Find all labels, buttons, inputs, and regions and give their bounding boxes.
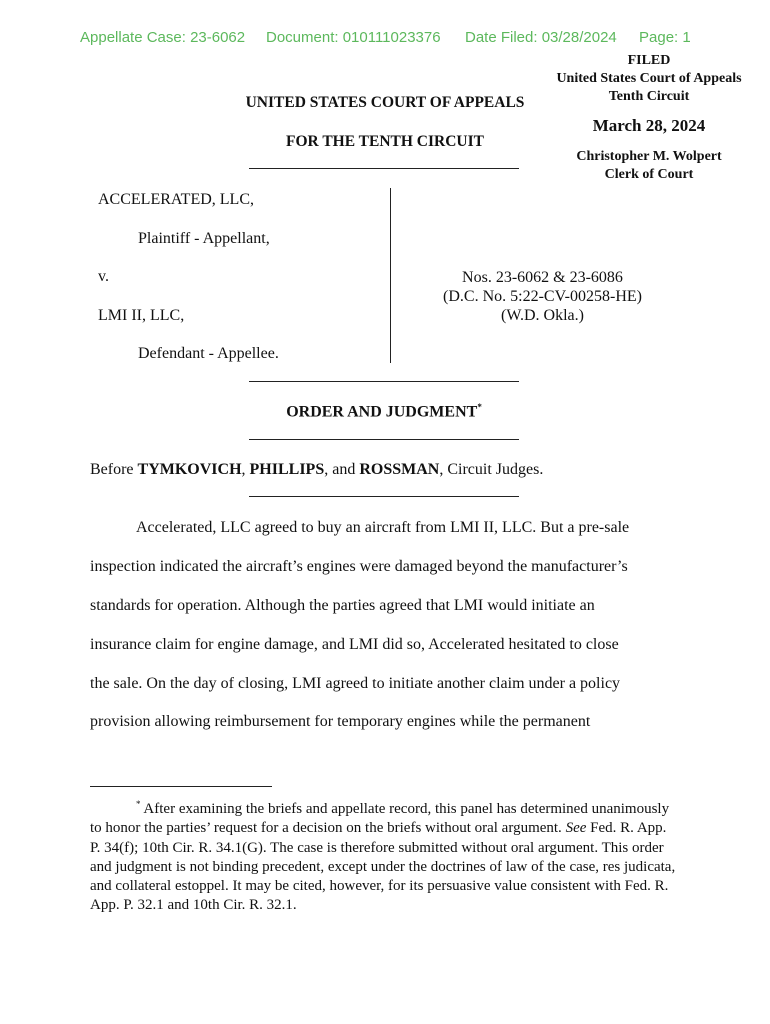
plaintiff-name: ACCELERATED, LLC,	[98, 191, 254, 208]
footnote-reference[interactable]: *	[477, 402, 482, 412]
filed-label: FILED	[627, 53, 671, 68]
panel-suffix: , Circuit Judges.	[439, 461, 544, 478]
filed-court-line1: United States Court of Appeals	[556, 71, 742, 86]
judge-name: TYMKOVICH	[137, 461, 242, 478]
divider	[249, 496, 519, 497]
body-line: provision allowing reimbursement for temporary engines while the permanent	[90, 713, 591, 730]
footnote	[90, 795, 680, 916]
filed-date: March 28, 2024	[592, 116, 706, 135]
judge-name: PHILLIPS	[249, 461, 325, 478]
divider	[249, 381, 519, 382]
plaintiff-role: Plaintiff - Appellant,	[138, 230, 270, 247]
footnote-see: See	[565, 820, 587, 837]
panel-line	[90, 461, 543, 479]
case-numbers: Nos. 23-6062 & 23-6086	[462, 269, 623, 286]
body-line: the sale. On the day of closing, LMI agreed to initiate another claim under a policy	[90, 675, 621, 692]
header-page-number: Page: 1	[639, 29, 691, 46]
body-line: standards for operation. Although the parties agreed that LMI would initiate an	[90, 597, 595, 614]
court-name: UNITED STATES COURT OF APPEALS	[245, 94, 525, 111]
versus: v.	[98, 268, 109, 285]
filed-stamp	[534, 52, 764, 184]
caption-divider	[390, 188, 391, 363]
filed-court-line2: Tenth Circuit	[608, 89, 690, 104]
court-circuit: FOR THE TENTH CIRCUIT	[286, 133, 484, 150]
footnote-text-a: After examining the briefs and appellate record, this panel has determined unanimously to honor the parties’ request for a decision on the briefs without oral argument.	[90, 801, 670, 837]
case-numbers-block	[410, 268, 675, 325]
clerk-title: Clerk of Court	[604, 167, 694, 182]
document-title-text: ORDER AND JUDGMENT	[286, 403, 478, 421]
body-line: Accelerated, LLC agreed to buy an aircraft from LMI II, LLC. But a pre-sale	[136, 519, 630, 536]
defendant-role: Defendant - Appellee.	[138, 345, 279, 362]
header-document-number: Document: 010111023376	[266, 29, 441, 46]
header-date-filed: Date Filed: 03/28/2024	[465, 29, 617, 46]
district-court-number: (D.C. No. 5:22-CV-00258-HE)	[443, 288, 642, 305]
body-line: inspection indicated the aircraft’s engines were damaged beyond the manufacturer’s	[90, 558, 628, 575]
district-name: (W.D. Okla.)	[501, 307, 584, 324]
divider	[249, 439, 519, 440]
body-line: insurance claim for engine damage, and LMI did so, Accelerated hesitated to close	[90, 636, 619, 653]
header-case-number: Appellate Case: 23-6062	[80, 29, 246, 46]
footnote-text-b: Fed. R. App. P. 34(f); 10th Cir. R. 34.1(G). The case is therefore submitted without oral argument. This order and judgment is not binding precedent, except under the doctrines of law of the case, res judicata, and collateral estoppel. It may be cited, however, for its persuasive value consistent with Fed. R. App. P. 32.1 and 10th Cir. R. 32.1.	[90, 820, 676, 914]
divider	[249, 168, 519, 169]
defendant-name: LMI II, LLC,	[98, 307, 185, 324]
footnote-mark: *	[136, 799, 141, 809]
footnote-divider	[90, 786, 272, 787]
panel-separator: ,	[241, 461, 250, 478]
document-title	[249, 402, 519, 421]
clerk-name: Christopher M. Wolpert	[576, 149, 722, 164]
judge-name: ROSSMAN	[359, 461, 440, 478]
panel-prefix: Before	[90, 461, 138, 478]
panel-separator: , and	[324, 461, 360, 478]
